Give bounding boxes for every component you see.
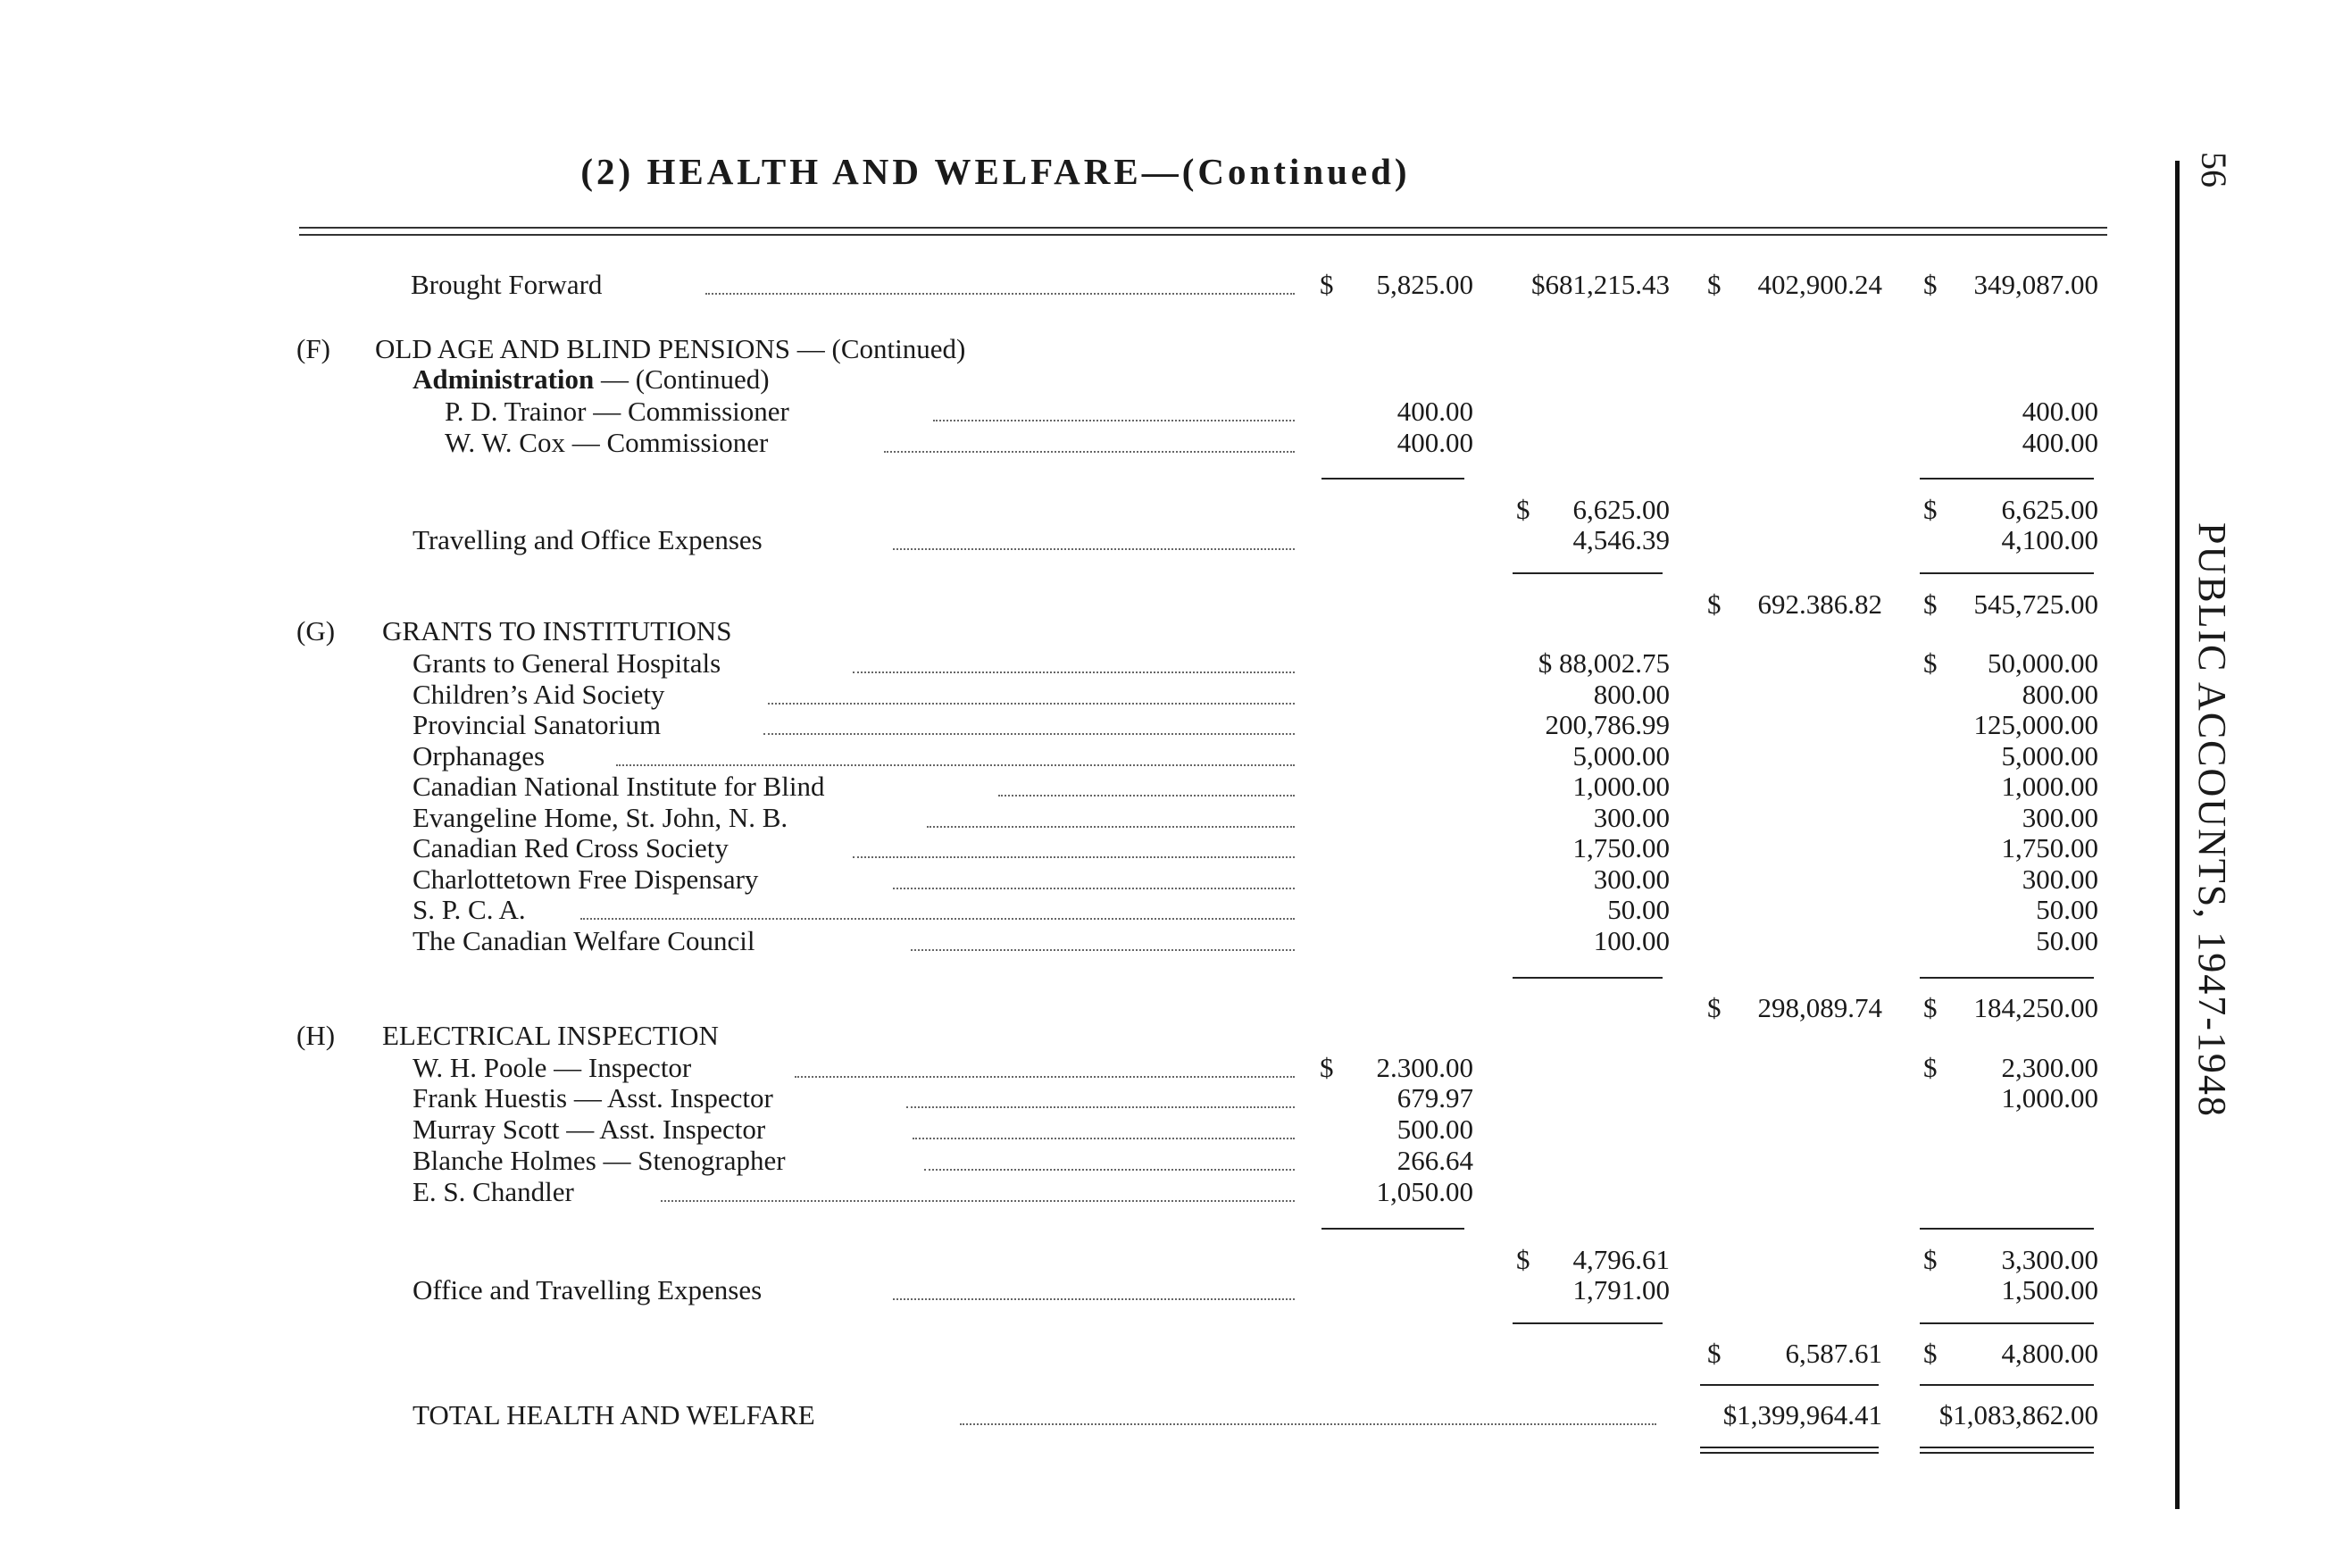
row-label: Grants to General Hospitals: [413, 647, 721, 679]
subtotal-rule: [1513, 1322, 1663, 1324]
row-label: P. D. Trainor — Commissioner: [445, 396, 789, 427]
cell-c4: 50,000.00: [1988, 647, 2098, 679]
g-item-row: [0, 741, 2161, 771]
currency-sign: $: [1923, 1338, 1938, 1369]
currency-sign: $: [1923, 494, 1938, 525]
trainor-row: [0, 396, 2161, 427]
subtotal-rule: [1920, 1322, 2094, 1324]
section-title: GRANTS TO INSTITUTIONS: [382, 615, 732, 646]
h-total-row: [0, 1339, 2161, 1369]
row-label: W. W. Cox — Commissioner: [445, 427, 769, 458]
f-subtotal-row: [0, 495, 2161, 525]
subtotal-rule: [1321, 478, 1464, 480]
currency-sign: $: [1707, 1338, 1722, 1369]
g-item-row: [0, 648, 2161, 679]
cell-c1: 400.00: [1396, 396, 1473, 427]
leader-dots: [616, 764, 1295, 766]
leader-dots: [893, 1298, 1295, 1300]
total-rule: [1700, 1384, 1879, 1386]
subtotal-rule: [1321, 1228, 1464, 1230]
row-label: Canadian National Institute for Blind: [413, 771, 825, 802]
cell-c4: 6,625.00: [2001, 494, 2098, 525]
cell-c2: $ 88,002.75: [1538, 647, 1670, 679]
cell-c4: 1,750.00: [2001, 832, 2098, 863]
cell-c1: 5,825.00: [1376, 269, 1473, 300]
f-travel-row: [0, 525, 2161, 555]
margin-rule: [2175, 161, 2180, 1509]
cell-c4: 349,087.00: [1973, 269, 2098, 300]
cell-c4: 300.00: [2022, 802, 2098, 833]
leader-dots: [906, 1106, 1295, 1108]
subheading-bold: Administration: [413, 363, 595, 395]
cell-c2: 800.00: [1593, 679, 1670, 710]
currency-sign: $: [1923, 588, 1938, 620]
subtotal-rule: [1513, 572, 1663, 574]
header-rule: [299, 227, 2107, 229]
currency-sign: $: [1707, 992, 1722, 1023]
currency-sign: $: [1923, 1244, 1938, 1275]
running-head: PUBLIC ACCOUNTS, 1947-1948: [2190, 522, 2234, 1118]
leader-dots: [924, 1169, 1295, 1171]
leader-dots: [795, 1076, 1295, 1078]
currency-sign: $: [1516, 1244, 1530, 1275]
h-item-row: [0, 1083, 2161, 1113]
cell-c4: 800.00: [2022, 679, 2098, 710]
section-title: ELECTRICAL INSPECTION: [382, 1020, 719, 1051]
section-f-heading: [0, 334, 2161, 364]
row-label: Frank Huestis — Asst. Inspector: [413, 1082, 773, 1113]
cell-c4: 400.00: [2022, 396, 2098, 427]
double-rule: [1700, 1452, 1879, 1454]
leader-dots: [580, 918, 1295, 920]
currency-sign: $: [1707, 269, 1722, 300]
cell-c4: 50.00: [2036, 925, 2098, 956]
row-label: Murray Scott — Asst. Inspector: [413, 1113, 766, 1145]
cell-c4: $1,083,862.00: [1938, 1399, 2098, 1430]
cell-c1: 679.97: [1396, 1082, 1473, 1113]
subtotal-rule: [1920, 977, 2094, 979]
leader-dots: [998, 795, 1295, 797]
section-title: OLD AGE AND BLIND PENSIONS — (Continued): [375, 333, 966, 364]
cell-c4: 2,300.00: [2001, 1052, 2098, 1083]
h-subtotal-row: [0, 1245, 2161, 1275]
subtotal-rule: [1920, 572, 2094, 574]
leader-dots: [960, 1423, 1656, 1425]
section-code: (F): [296, 333, 330, 364]
leader-dots: [661, 1200, 1295, 1202]
page-title: (2) HEALTH AND WELFARE—(Continued): [580, 151, 1411, 192]
section-code: (G): [296, 615, 336, 646]
g-item-row: [0, 895, 2161, 925]
section-g-heading: [0, 616, 2161, 646]
row-label: The Canadian Welfare Council: [413, 925, 755, 956]
cell-c2: 4,796.61: [1572, 1244, 1670, 1275]
subheading-rest: — (Continued): [594, 363, 770, 395]
cell-c2: 4,546.39: [1572, 524, 1670, 555]
row-label: Blanche Holmes — Stenographer: [413, 1145, 786, 1176]
row-label: Provincial Sanatorium: [413, 709, 662, 740]
administration-subheading: [0, 364, 2161, 395]
leader-dots: [911, 949, 1295, 951]
row-label: Travelling and Office Expenses: [413, 524, 763, 555]
currency-sign: $: [1923, 269, 1938, 300]
row-label: TOTAL HEALTH AND WELFARE: [413, 1399, 815, 1430]
currency-sign: $: [1707, 588, 1722, 620]
cell-c4: 4,800.00: [2001, 1338, 2098, 1369]
h-item-row: [0, 1146, 2161, 1176]
cell-c4: 1,000.00: [2001, 1082, 2098, 1113]
cell-c1: 400.00: [1396, 427, 1473, 458]
leader-dots: [893, 548, 1295, 550]
cell-c2: 200,786.99: [1545, 709, 1670, 740]
cell-c3: 402,900.24: [1757, 269, 1882, 300]
cell-c4: 4,100.00: [2001, 524, 2098, 555]
row-label: Office and Travelling Expenses: [413, 1274, 763, 1305]
cell-c4: 1,500.00: [2001, 1274, 2098, 1305]
cell-c4: 3,300.00: [2001, 1244, 2098, 1275]
cell-c4: 50.00: [2036, 894, 2098, 925]
double-rule: [1920, 1452, 2094, 1454]
cell-c4: 400.00: [2022, 427, 2098, 458]
currency-sign: $: [1320, 269, 1334, 300]
h-item-row: [0, 1114, 2161, 1145]
row-label: Children’s Aid Society: [413, 679, 665, 710]
subtotal-rule: [1920, 1228, 2094, 1230]
cell-c1: 2.300.00: [1376, 1052, 1473, 1083]
g-item-row: [0, 803, 2161, 833]
row-label: Charlottetown Free Dispensary: [413, 863, 759, 895]
currency-sign: $: [1516, 494, 1530, 525]
cox-row: [0, 428, 2161, 458]
cell-c4: 545,725.00: [1973, 588, 2098, 620]
double-rule: [1920, 1447, 2094, 1448]
leader-dots: [853, 671, 1295, 673]
g-item-row: [0, 680, 2161, 710]
row-label: E. S. Chandler: [413, 1176, 574, 1207]
header-rule-2: [299, 234, 2107, 236]
row-label: S. P. C. A.: [413, 894, 526, 925]
leader-dots: [913, 1138, 1295, 1139]
cell-c2: 5,000.00: [1572, 740, 1670, 771]
leader-dots: [893, 888, 1295, 889]
g-item-row: [0, 864, 2161, 895]
cell-c2: 300.00: [1593, 863, 1670, 895]
cell-c2: $681,215.43: [1531, 269, 1670, 300]
row-label: Canadian Red Cross Society: [413, 832, 729, 863]
leader-dots: [933, 420, 1295, 421]
cell-c3: 692.386.82: [1757, 588, 1882, 620]
leader-dots: [853, 856, 1295, 858]
grand-total-row: [0, 1400, 2161, 1430]
row-label: W. H. Poole — Inspector: [413, 1052, 692, 1083]
double-rule: [1700, 1447, 1879, 1448]
row-label: Brought Forward: [411, 269, 603, 300]
cell-c1: 1,050.00: [1376, 1176, 1473, 1207]
cell-c1: 266.64: [1396, 1145, 1473, 1176]
g-total-row: [0, 993, 2161, 1023]
g-item-row: [0, 926, 2161, 956]
cell-c2: 6,625.00: [1572, 494, 1670, 525]
cell-c2: 100.00: [1593, 925, 1670, 956]
leader-dots: [884, 451, 1295, 453]
currency-sign: $: [1923, 1052, 1938, 1083]
g-item-row: [0, 710, 2161, 740]
cell-c2: 1,750.00: [1572, 832, 1670, 863]
cell-c4: 300.00: [2022, 863, 2098, 895]
cell-c2: 300.00: [1593, 802, 1670, 833]
cell-c3: $1,399,964.41: [1722, 1399, 1882, 1430]
cell-c4: 125,000.00: [1973, 709, 2098, 740]
subtotal-rule: [1920, 478, 2094, 480]
leader-dots: [927, 826, 1295, 828]
leader-dots: [768, 703, 1295, 705]
g-item-row: [0, 833, 2161, 863]
row-label: Orphanages: [413, 740, 546, 771]
cell-c1: 500.00: [1396, 1113, 1473, 1145]
currency-sign: $: [1320, 1052, 1334, 1083]
currency-sign: $: [1923, 647, 1938, 679]
cell-c4: 184,250.00: [1973, 992, 2098, 1023]
cell-c2: 50.00: [1607, 894, 1670, 925]
leader-dots: [705, 293, 1295, 295]
h-travel-row: [0, 1275, 2161, 1305]
section-h-heading: [0, 1021, 2161, 1051]
h-item-row: [0, 1053, 2161, 1083]
cell-c4: 5,000.00: [2001, 740, 2098, 771]
cell-c2: 1,000.00: [1572, 771, 1670, 802]
subtotal-rule: [1513, 977, 1663, 979]
cell-c2: 1,791.00: [1572, 1274, 1670, 1305]
g-item-row: [0, 771, 2161, 802]
brought-forward-row: [0, 270, 2161, 300]
currency-sign: $: [1923, 992, 1938, 1023]
page-number: 56: [2194, 152, 2234, 188]
cell-c3: 6,587.61: [1785, 1338, 1882, 1369]
section-code: (H): [296, 1020, 336, 1051]
cell-c4: 1,000.00: [2001, 771, 2098, 802]
h-item-row: [0, 1177, 2161, 1207]
leader-dots: [763, 733, 1295, 735]
cell-c3: 298,089.74: [1757, 992, 1882, 1023]
total-rule: [1920, 1384, 2094, 1386]
row-label: Evangeline Home, St. John, N. B.: [413, 802, 788, 833]
